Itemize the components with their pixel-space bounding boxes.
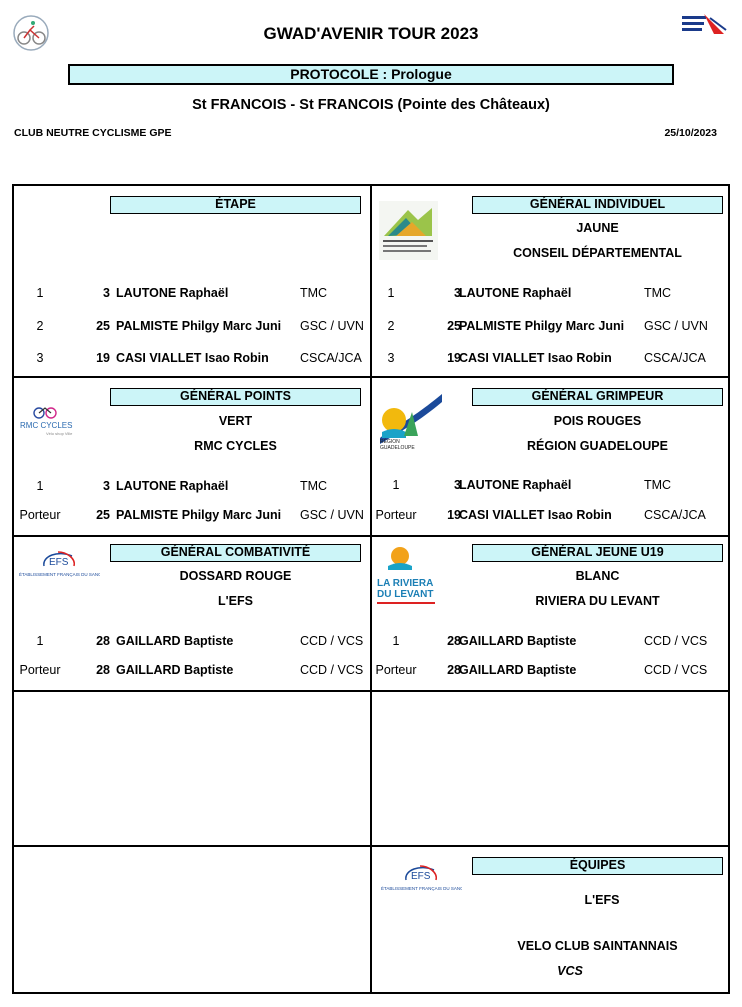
equipes-caption: ÉQUIPES (472, 857, 723, 875)
region-guadeloupe-logo-icon (378, 392, 444, 454)
general-points-jersey: VERT (218, 414, 253, 428)
equipes-team-code: VCS (557, 964, 583, 978)
general-combativite-caption: GÉNÉRAL COMBATIVITÉ (110, 544, 361, 562)
svg-text:GUADELOUPE: GUADELOUPE (380, 445, 415, 451)
grid-divider-1 (12, 376, 730, 378)
general-individuel-row-1: 1 3 LAUTONE Raphaël TMC (387, 286, 672, 300)
general-jeune-row-2: Porteur 28 GAILLARD Baptiste CCD / VCS (375, 663, 708, 677)
grid-divider-3 (12, 690, 730, 692)
general-jeune-caption: GÉNÉRAL JEUNE U19 (472, 544, 723, 562)
general-jeune-sponsor: RIVIERA DU LEVANT (535, 594, 660, 608)
conseil-departemental-logo-icon (378, 200, 439, 261)
general-jeune-jersey: BLANC (575, 569, 620, 583)
svg-text:EFS: EFS (411, 871, 431, 882)
svg-text:RÉGION: RÉGION (380, 439, 400, 445)
svg-text:RMC CYCLES: RMC CYCLES (20, 421, 73, 430)
general-grimpeur-row-1: 1 3 LAUTONE Raphaël TMC (392, 478, 672, 492)
general-points-row-1: 1 3 LAUTONE Raphaël TMC (36, 479, 328, 493)
general-combativite-row-2: Porteur 28 GAILLARD Baptiste CCD / VCS (19, 663, 364, 677)
svg-text:LA RIVIERA: LA RIVIERA (377, 578, 434, 589)
route-title: St FRANCOIS - St FRANCOIS (Pointe des Châteaux) (192, 97, 550, 113)
organizing-club: CLUB NEUTRE CYCLISME GPE (14, 127, 172, 139)
general-individuel-row-3: 3 19 CASI VIALLET Isao Robin CSCA/JCA (387, 351, 706, 365)
svg-text:ÉTABLISSEMENT FRANÇAIS DU SANG: ÉTABLISSEMENT FRANÇAIS DU SANG (381, 886, 462, 891)
general-points-row-2: Porteur 25 PALMISTE Philgy Marc Juni GSC / UVN (19, 508, 364, 522)
general-points-caption: GÉNÉRAL POINTS (110, 388, 361, 406)
svg-text:EFS: EFS (49, 557, 69, 568)
svg-text:Vélo shop Ville: Vélo shop Ville (46, 431, 73, 436)
etape-row-1: 1 3 LAUTONE Raphaël TMC (36, 286, 328, 300)
riviera-du-levant-logo-icon (376, 546, 442, 610)
efs-logo-icon (18, 548, 100, 580)
general-individuel-jersey: JAUNE (576, 221, 619, 235)
svg-text:ÉTABLISSEMENT FRANÇAIS DU SANG: ÉTABLISSEMENT FRANÇAIS DU SANG (19, 572, 100, 577)
equipes-team-name: VELO CLUB SAINTANNAIS (517, 939, 678, 953)
etape-row-3: 3 19 CASI VIALLET Isao Robin CSCA/JCA (36, 351, 362, 365)
equipes-sponsor: L'EFS (584, 893, 620, 907)
etape-row-2: 2 25 PALMISTE Philgy Marc Juni GSC / UVN (36, 319, 364, 333)
efs-logo-icon-equipes (380, 862, 462, 894)
general-combativite-sponsor: L'EFS (218, 594, 253, 608)
etape-caption: ÉTAPE (110, 196, 361, 214)
grid-divider-2 (12, 535, 730, 537)
svg-text:DU LEVANT: DU LEVANT (377, 589, 434, 600)
general-combativite-row-1: 1 28 GAILLARD Baptiste CCD / VCS (36, 634, 364, 648)
general-combativite-jersey: DOSSARD ROUGE (179, 569, 292, 583)
rmc-cycles-logo-icon (18, 404, 80, 438)
page-title: GWAD'AVENIR TOUR 2023 (263, 24, 479, 43)
general-grimpeur-caption: GÉNÉRAL GRIMPEUR (472, 388, 723, 406)
general-points-sponsor: RMC CYCLES (194, 439, 277, 453)
race-date: 25/10/2023 (664, 127, 717, 139)
general-jeune-row-1: 1 28 GAILLARD Baptiste CCD / VCS (392, 634, 708, 648)
general-individuel-caption: GÉNÉRAL INDIVIDUEL (472, 196, 723, 214)
protocol-banner: PROTOCOLE : Prologue (68, 64, 674, 85)
general-individuel-row-2: 2 25 PALMISTE Philgy Marc Juni GSC / UVN (387, 319, 708, 333)
general-grimpeur-row-2: Porteur 19 CASI VIALLET Isao Robin CSCA/JCA (375, 508, 706, 522)
grid-divider-vertical (370, 184, 372, 994)
grid-divider-4 (12, 845, 730, 847)
general-individuel-sponsor: CONSEIL DÉPARTEMENTAL (513, 246, 682, 260)
general-grimpeur-sponsor: RÉGION GUADELOUPE (527, 439, 668, 453)
general-grimpeur-jersey: POIS ROUGES (553, 414, 642, 428)
